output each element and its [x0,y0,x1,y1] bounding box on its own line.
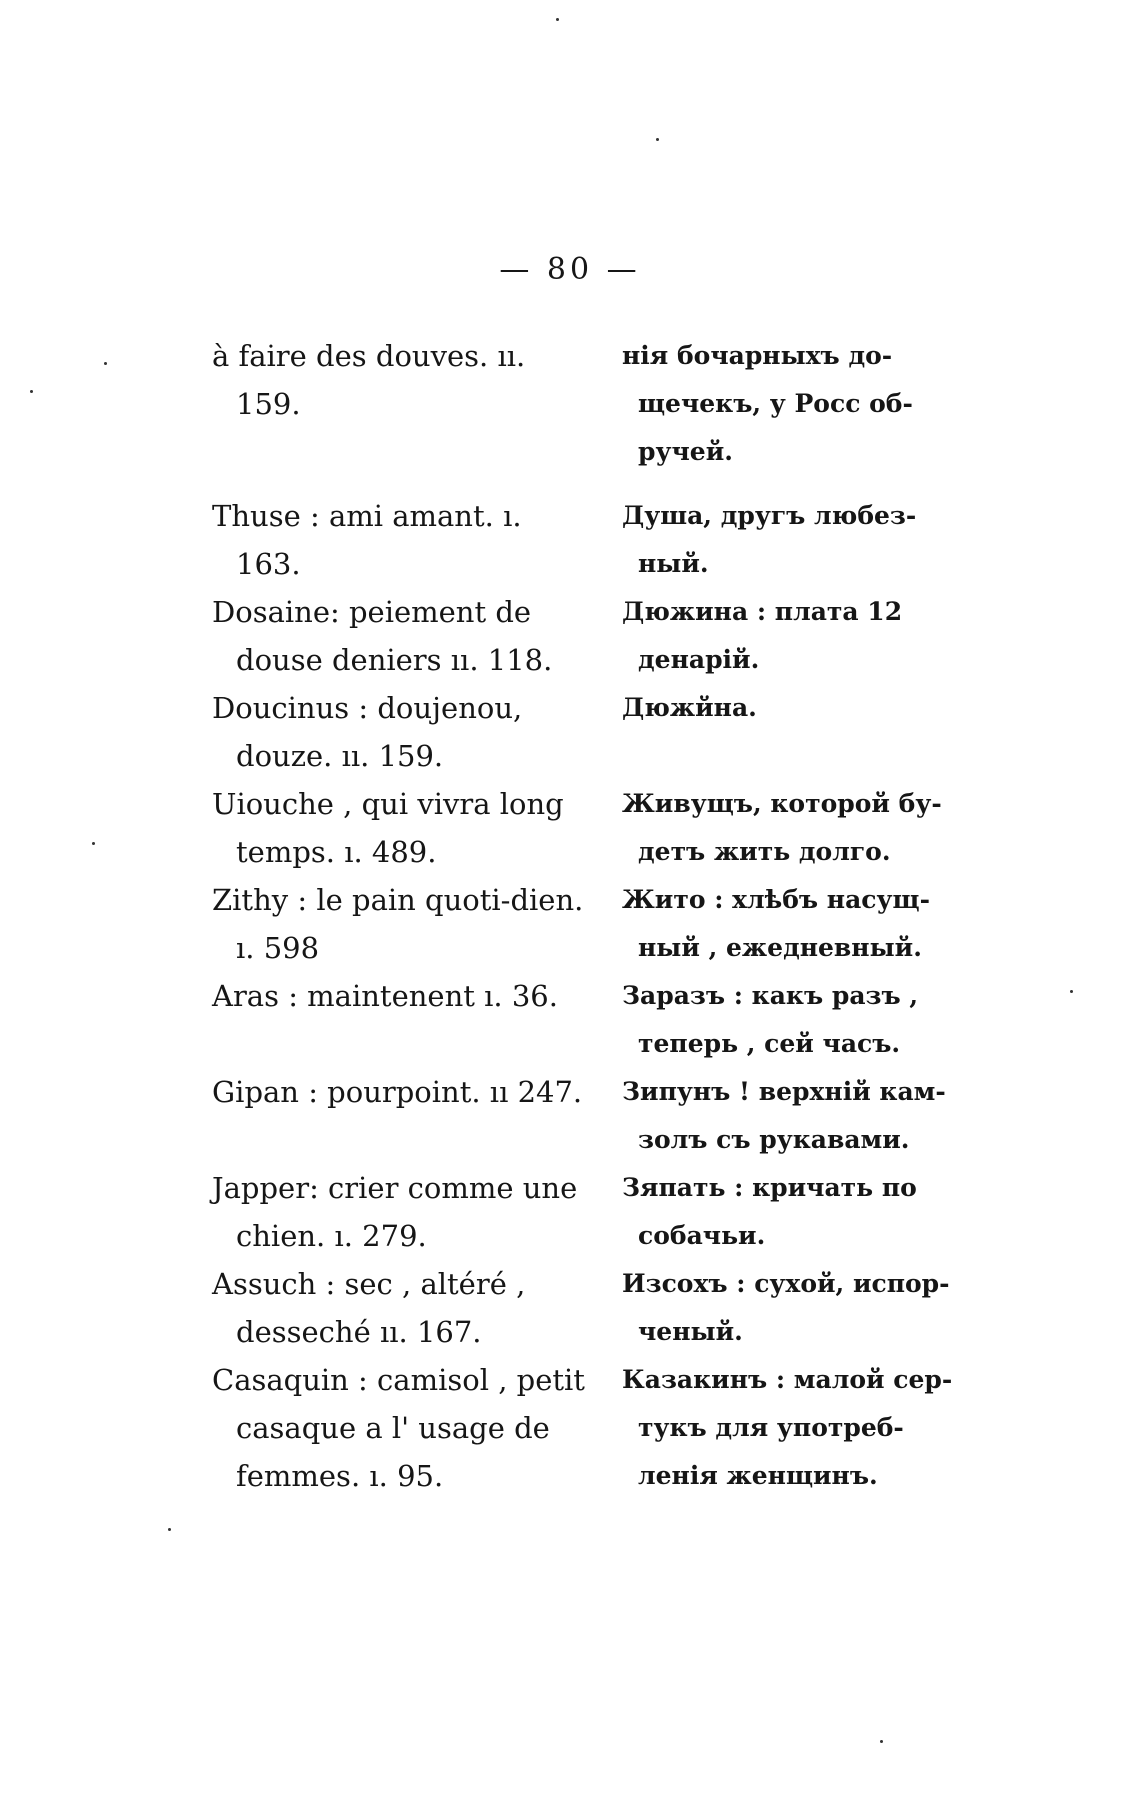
french-term: Uiouche , qui vivra long temps. ı. 489. [212,787,564,869]
french-term: Zithy : le pain quoti-dien. ı. 598 [212,883,584,965]
glossary-entry [212,332,982,476]
french-term: Thuse : ami amant. ı. 163. [212,499,522,581]
glossary-entry [212,1260,982,1356]
page-number: — 80 — [499,252,641,287]
french-term: Doucinus : doujenou, douze. ıı. 159. [212,691,523,773]
french-term: Assuch : sec , altéré , desseché ıı. 167. [212,1267,526,1349]
russian-term: Дюжйна. [622,693,757,722]
scan-speck [168,1528,171,1531]
scan-speck [880,1740,883,1743]
russian-term: нія бочарныхъ до-щечекъ, у Росс об-ручей. [622,341,913,466]
scan-speck [656,138,659,141]
scan-speck [1070,990,1073,993]
french-term: Dosaine: peiement de douse deniers ıı. 118. [212,595,553,677]
glossary-entry [212,492,982,588]
glossary-entries [212,332,982,1500]
scan-speck [30,390,33,393]
russian-term: Дюжина : плата 12 денарій. [622,597,903,674]
russian-term: Жито : хлѣбъ насущ-ный , ежедневный. [622,885,930,962]
russian-term: Живущъ, которой бу-детъ жить долго. [622,789,942,866]
russian-term: Зяпать : кричать по собачьи. [622,1173,917,1250]
russian-term: Заразъ : какъ разъ , теперь , сей часъ. [622,981,919,1058]
scan-speck [104,362,107,365]
french-term: Aras : maintenent ı. 36. [212,979,558,1013]
french-term: à faire des douves. ıı. 159. [212,339,526,421]
glossary-entry [212,972,982,1068]
glossary-entry [212,780,982,876]
glossary-entry [212,588,982,684]
scan-speck [556,18,559,21]
russian-term: Душа, другъ любез-ный. [622,501,917,578]
glossary-entry [212,1164,982,1260]
french-term: Gipan : pourpoint. ıı 247. [212,1075,583,1109]
russian-term: Зипунъ ! верхній кам-золъ съ рукавами. [622,1077,946,1154]
french-term: Casaquin : camisol , petit casaque a l' usage de femmes. ı. 95. [212,1363,585,1493]
glossary-entry [212,1068,982,1164]
glossary-entry [212,876,982,972]
russian-term: Изсохъ : сухой, испор-ченый. [622,1269,950,1346]
glossary-entry [212,684,982,780]
french-term: Japper: crier comme une chien. ı. 279. [212,1171,578,1253]
russian-term: Казакинъ : малой сер-тукъ для употреб-ленія женщинъ. [622,1365,953,1490]
scan-speck [92,842,95,845]
glossary-entry [212,1356,982,1500]
